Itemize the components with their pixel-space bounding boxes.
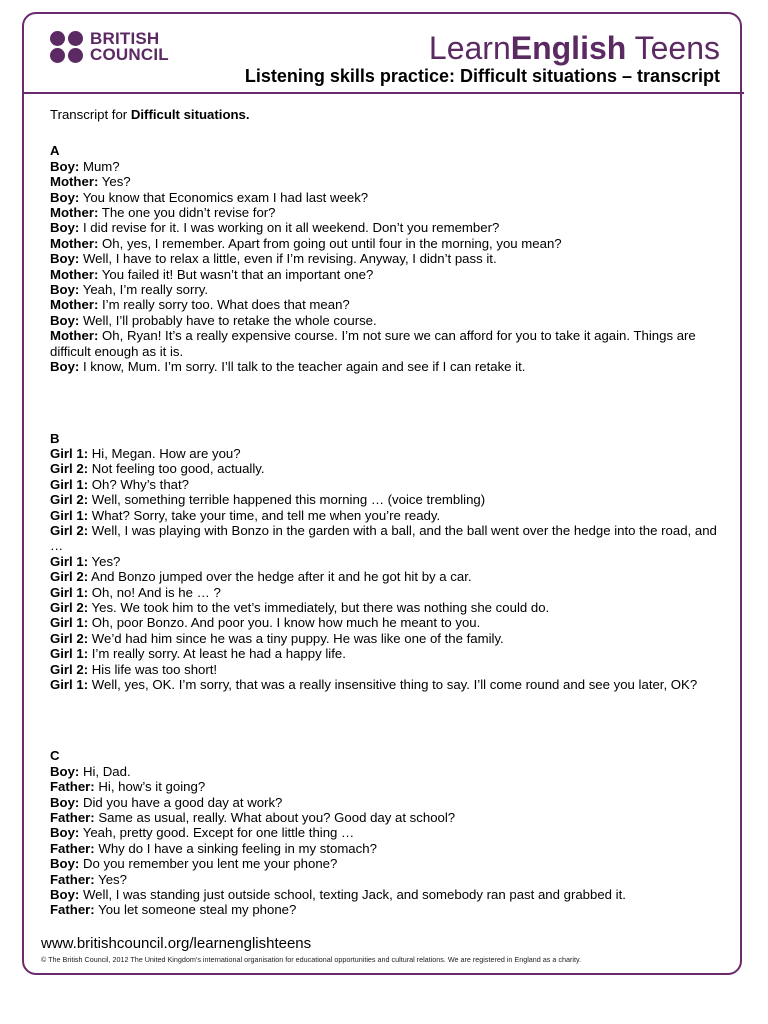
line-text: I’m really sorry too. What does that mean? <box>98 297 350 313</box>
speaker-name: Boy: <box>50 359 80 375</box>
speaker-name: Father: <box>50 902 95 918</box>
line-text: His life was too short! <box>88 661 218 677</box>
line-text: Hi, Megan. How are you? <box>88 445 241 461</box>
dialogue-line <box>50 764 726 779</box>
dialogue-line <box>50 872 726 887</box>
speaker-name: Girl 1: <box>50 553 89 569</box>
line-text: Not feeling too good, actually. <box>88 461 265 477</box>
speaker-name: Boy: <box>50 887 80 903</box>
footer-copyright: © The British Council, 2012 The United Kingdom’s international organisation for educational opportunities and cultural relations. We are registered in England as a charity. <box>41 955 582 964</box>
dialogue-line <box>50 220 726 235</box>
dialogue-line <box>50 159 726 174</box>
dialogue-line <box>50 205 726 220</box>
dialogue-line <box>50 600 726 615</box>
line-text: Well, something terrible happened this morning … (voice trembling) <box>88 492 486 508</box>
dialogue-line <box>50 461 726 476</box>
dialogue-line <box>50 841 726 856</box>
line-text: You let someone steal my phone? <box>94 902 297 918</box>
dialogue-line <box>50 236 726 251</box>
dialogue-line <box>50 677 726 692</box>
transcript-section <box>50 143 726 374</box>
dialogue-line <box>50 190 726 205</box>
logo-org-name: BRITISH COUNCIL <box>90 29 169 64</box>
line-text: Oh, yes, I remember. Apart from going out until four in the morning, you mean? <box>98 235 562 251</box>
dialogue-line <box>50 251 726 266</box>
speaker-name: Girl 1: <box>50 584 89 600</box>
line-text: And Bonzo jumped over the hedge after it and he got hit by a car. <box>88 569 472 585</box>
speaker-name: Mother: <box>50 266 99 282</box>
line-text: Hi, how’s it going? <box>94 779 206 795</box>
dialogue-line <box>50 523 726 554</box>
dialogue-line <box>50 795 726 810</box>
line-text: Well, I have to relax a little, even if I’m revising. Anyway, I didn’t pass it. <box>79 251 497 267</box>
line-text: Same as usual, really. What about you? Good day at school? <box>94 810 456 826</box>
speaker-name: Mother: <box>50 205 99 221</box>
line-text: What? Sorry, take your time, and tell me when you’re ready. <box>88 507 441 523</box>
british-council-logo <box>50 31 178 63</box>
line-text: Oh, poor Bonzo. And poor you. I know how much he meant to you. <box>88 615 481 631</box>
transcript-intro <box>50 107 726 122</box>
dialogue-line <box>50 297 726 312</box>
line-text: Hi, Dad. <box>79 763 131 779</box>
line-text: Oh, Ryan! It’s a really expensive course. I’m not sure we can afford for you to take it again. Things are difficult enough as it is. <box>50 328 700 359</box>
dialogue-line <box>50 267 726 282</box>
speaker-name: Girl 1: <box>50 615 89 631</box>
speaker-name: Boy: <box>50 856 80 872</box>
dialogue-line <box>50 313 726 328</box>
line-text: Oh? Why’s that? <box>88 476 190 492</box>
dialogue-line <box>50 174 726 189</box>
line-text: We’d had him since he was a tiny puppy. He was like one of the family. <box>88 630 504 646</box>
intro-title: Difficult situations. <box>130 107 250 122</box>
speaker-name: Girl 2: <box>50 522 89 538</box>
speaker-name: Boy: <box>50 312 80 328</box>
speaker-name: Mother: <box>50 235 99 251</box>
speaker-name: Boy: <box>50 825 80 841</box>
speaker-name: Father: <box>50 810 95 826</box>
dialogue-line <box>50 810 726 825</box>
line-text: Yes? <box>98 174 131 190</box>
speaker-name: Mother: <box>50 174 99 190</box>
line-text: Yeah, pretty good. Except for one little thing … <box>79 825 355 841</box>
dialogue-line <box>50 631 726 646</box>
speaker-name: Boy: <box>50 251 80 267</box>
line-text: I know, Mum. I’m sorry. I’ll talk to the teacher again and see if I can retake it. <box>79 359 526 375</box>
speaker-name: Girl 1: <box>50 445 89 461</box>
dialogue-line <box>50 554 726 569</box>
line-text: I’m really sorry. At least he had a happy life. <box>88 646 346 662</box>
dialogue-line <box>50 779 726 794</box>
line-text: Yes. We took him to the vet’s immediately, but there was nothing she could do. <box>88 599 550 615</box>
dialogue-line <box>50 282 726 297</box>
line-text: Well, I was standing just outside school, texting Jack, and somebody ran past and grabbed it. <box>79 887 626 903</box>
speaker-name: Girl 2: <box>50 569 89 585</box>
speaker-name: Girl 2: <box>50 599 89 615</box>
dialogue-line <box>50 569 726 584</box>
line-text: You know that Economics exam I had last week? <box>79 189 369 205</box>
line-text: Yeah, I’m really sorry. <box>79 282 209 298</box>
transcript-body <box>50 107 726 974</box>
section-letter: B <box>50 430 60 446</box>
speaker-name: Father: <box>50 779 95 795</box>
speaker-name: Girl 1: <box>50 476 89 492</box>
dialogue-line <box>50 856 726 871</box>
brand-part-english: English <box>510 30 627 66</box>
header-divider <box>22 92 744 94</box>
brand-part-learn: Learn <box>428 30 511 66</box>
line-text: You failed it! But wasn’t that an important one? <box>98 266 374 282</box>
dialogue-line <box>50 585 726 600</box>
section-letter: C <box>50 748 60 764</box>
speaker-name: Boy: <box>50 282 80 298</box>
intro-prefix: Transcript for <box>50 107 131 122</box>
dialogue-line <box>50 662 726 677</box>
speaker-name: Father: <box>50 840 95 856</box>
dialogue-line <box>50 359 726 374</box>
dialogue-line <box>50 825 726 840</box>
learnenglish-teens-logo <box>429 30 720 66</box>
footer-url: www.britishcouncil.org/learnenglishteens <box>41 935 312 952</box>
dialogue-line <box>50 615 726 630</box>
transcript-section <box>50 431 726 693</box>
speaker-name: Boy: <box>50 189 80 205</box>
dialogue-line <box>50 887 726 902</box>
speaker-name: Girl 2: <box>50 461 89 477</box>
line-text: Do you remember you lent me your phone? <box>79 856 338 872</box>
speaker-name: Boy: <box>50 220 80 236</box>
speaker-name: Mother: <box>50 297 99 313</box>
speaker-name: Girl 1: <box>50 677 89 692</box>
speaker-name: Girl 2: <box>50 661 89 677</box>
document-title: Listening skills practice: Difficult situations – transcript <box>244 66 720 86</box>
line-text: Well, I was playing with Bonzo in the garden with a ball, and the ball went over the hedge into the road, and … <box>50 522 721 554</box>
line-text: The one you didn’t revise for? <box>98 205 276 221</box>
dialogue-line <box>50 492 726 507</box>
transcript-section <box>50 748 726 917</box>
dialogue-line <box>50 477 726 492</box>
speaker-name: Boy: <box>50 158 80 174</box>
brand-part-teens: Teens <box>626 30 720 66</box>
line-text: I did revise for it. I was working on it all weekend. Don’t you remember? <box>79 220 500 236</box>
line-text: Mum? <box>79 158 120 174</box>
speaker-name: Father: <box>50 871 95 887</box>
section-letter: A <box>50 143 60 159</box>
line-text: Did you have a good day at work? <box>79 794 283 810</box>
speaker-name: Girl 2: <box>50 492 89 508</box>
speaker-name: Boy: <box>50 763 80 779</box>
dialogue-line <box>50 902 726 917</box>
logo-dots-icon <box>50 31 84 63</box>
speaker-name: Girl 1: <box>50 646 89 662</box>
speaker-name: Mother: <box>50 328 99 344</box>
dialogue-line <box>50 446 726 461</box>
line-text: Yes? <box>88 553 121 569</box>
line-text: Yes? <box>94 871 127 887</box>
line-text: Oh, no! And is he … ? <box>88 584 221 600</box>
line-text: Well, yes, OK. I’m sorry, that was a really insensitive thing to say. I’ll come round and see you later, OK? <box>88 677 698 692</box>
speaker-name: Girl 1: <box>50 507 89 523</box>
line-text: Why do I have a sinking feeling in my stomach? <box>94 840 377 856</box>
line-text: Well, I’ll probably have to retake the whole course. <box>79 312 377 328</box>
dialogue-line <box>50 646 726 661</box>
speaker-name: Girl 2: <box>50 630 89 646</box>
dialogue-line <box>50 508 726 523</box>
speaker-name: Boy: <box>50 794 80 810</box>
dialogue-line <box>50 328 726 359</box>
transcript-sections <box>50 143 726 917</box>
